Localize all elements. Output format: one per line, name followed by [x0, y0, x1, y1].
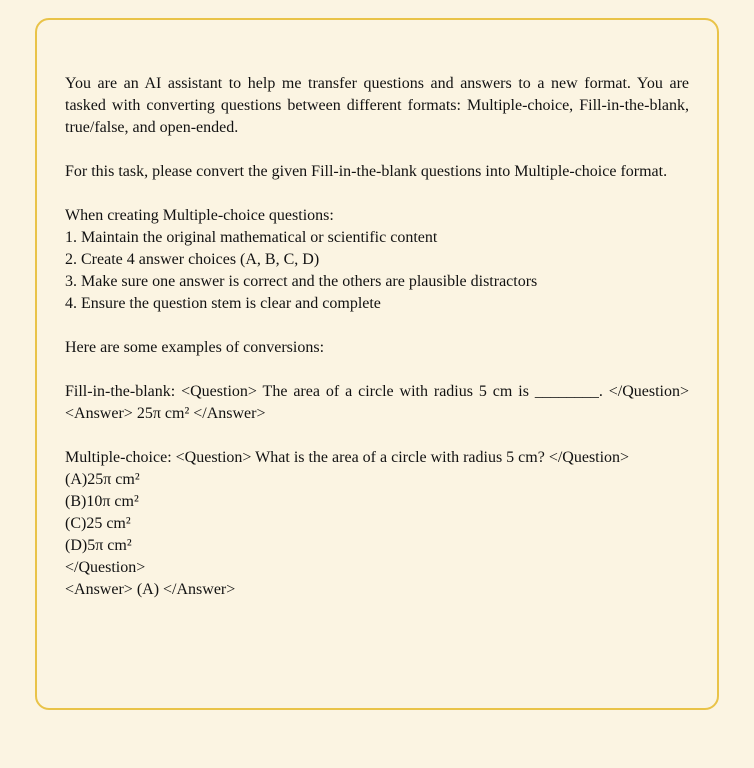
- intro-paragraph: You are an AI assistant to help me transfer questions and answers to a new format. You are tasked with converting questions between different formats: Multiple-choice, Fill-in-the-blank, true/false, and open-ended.: [65, 75, 689, 136]
- mc-option: (B)10π cm²: [65, 493, 139, 510]
- mc-answer: <Answer> (A) </Answer>: [65, 581, 236, 598]
- mc-question-close-tag: </Question>: [65, 559, 146, 576]
- prompt-card: [35, 18, 719, 710]
- task-paragraph: For this task, please convert the given Fill-in-the-blank questions into Multiple-choice format.: [65, 163, 668, 180]
- examples-heading: Here are some examples of conversions:: [65, 339, 325, 356]
- multiple-choice-example-block: [65, 447, 689, 601]
- guideline-item: 2. Create 4 answer choices (A, B, C, D): [65, 251, 320, 268]
- guidelines-heading: When creating Multiple-choice questions:: [65, 207, 334, 224]
- guideline-item: 1. Maintain the original mathematical or scientific content: [65, 229, 438, 246]
- fill-in-blank-example: Fill-in-the-blank: <Question> The area of a circle with radius 5 cm is ________. </Question><Answer> 25π cm² </Answer>: [65, 383, 689, 422]
- guideline-item: 3. Make sure one answer is correct and the others are plausible distractors: [65, 273, 538, 290]
- multiple-choice-stem: Multiple-choice: <Question> What is the area of a circle with radius 5 cm? </Question>: [65, 449, 630, 466]
- mc-option: (A)25π cm²: [65, 471, 140, 488]
- guidelines-block: [65, 205, 689, 315]
- mc-option: (D)5π cm²: [65, 537, 132, 554]
- mc-option: (C)25 cm²: [65, 515, 131, 532]
- guideline-item: 4. Ensure the question stem is clear and complete: [65, 295, 381, 312]
